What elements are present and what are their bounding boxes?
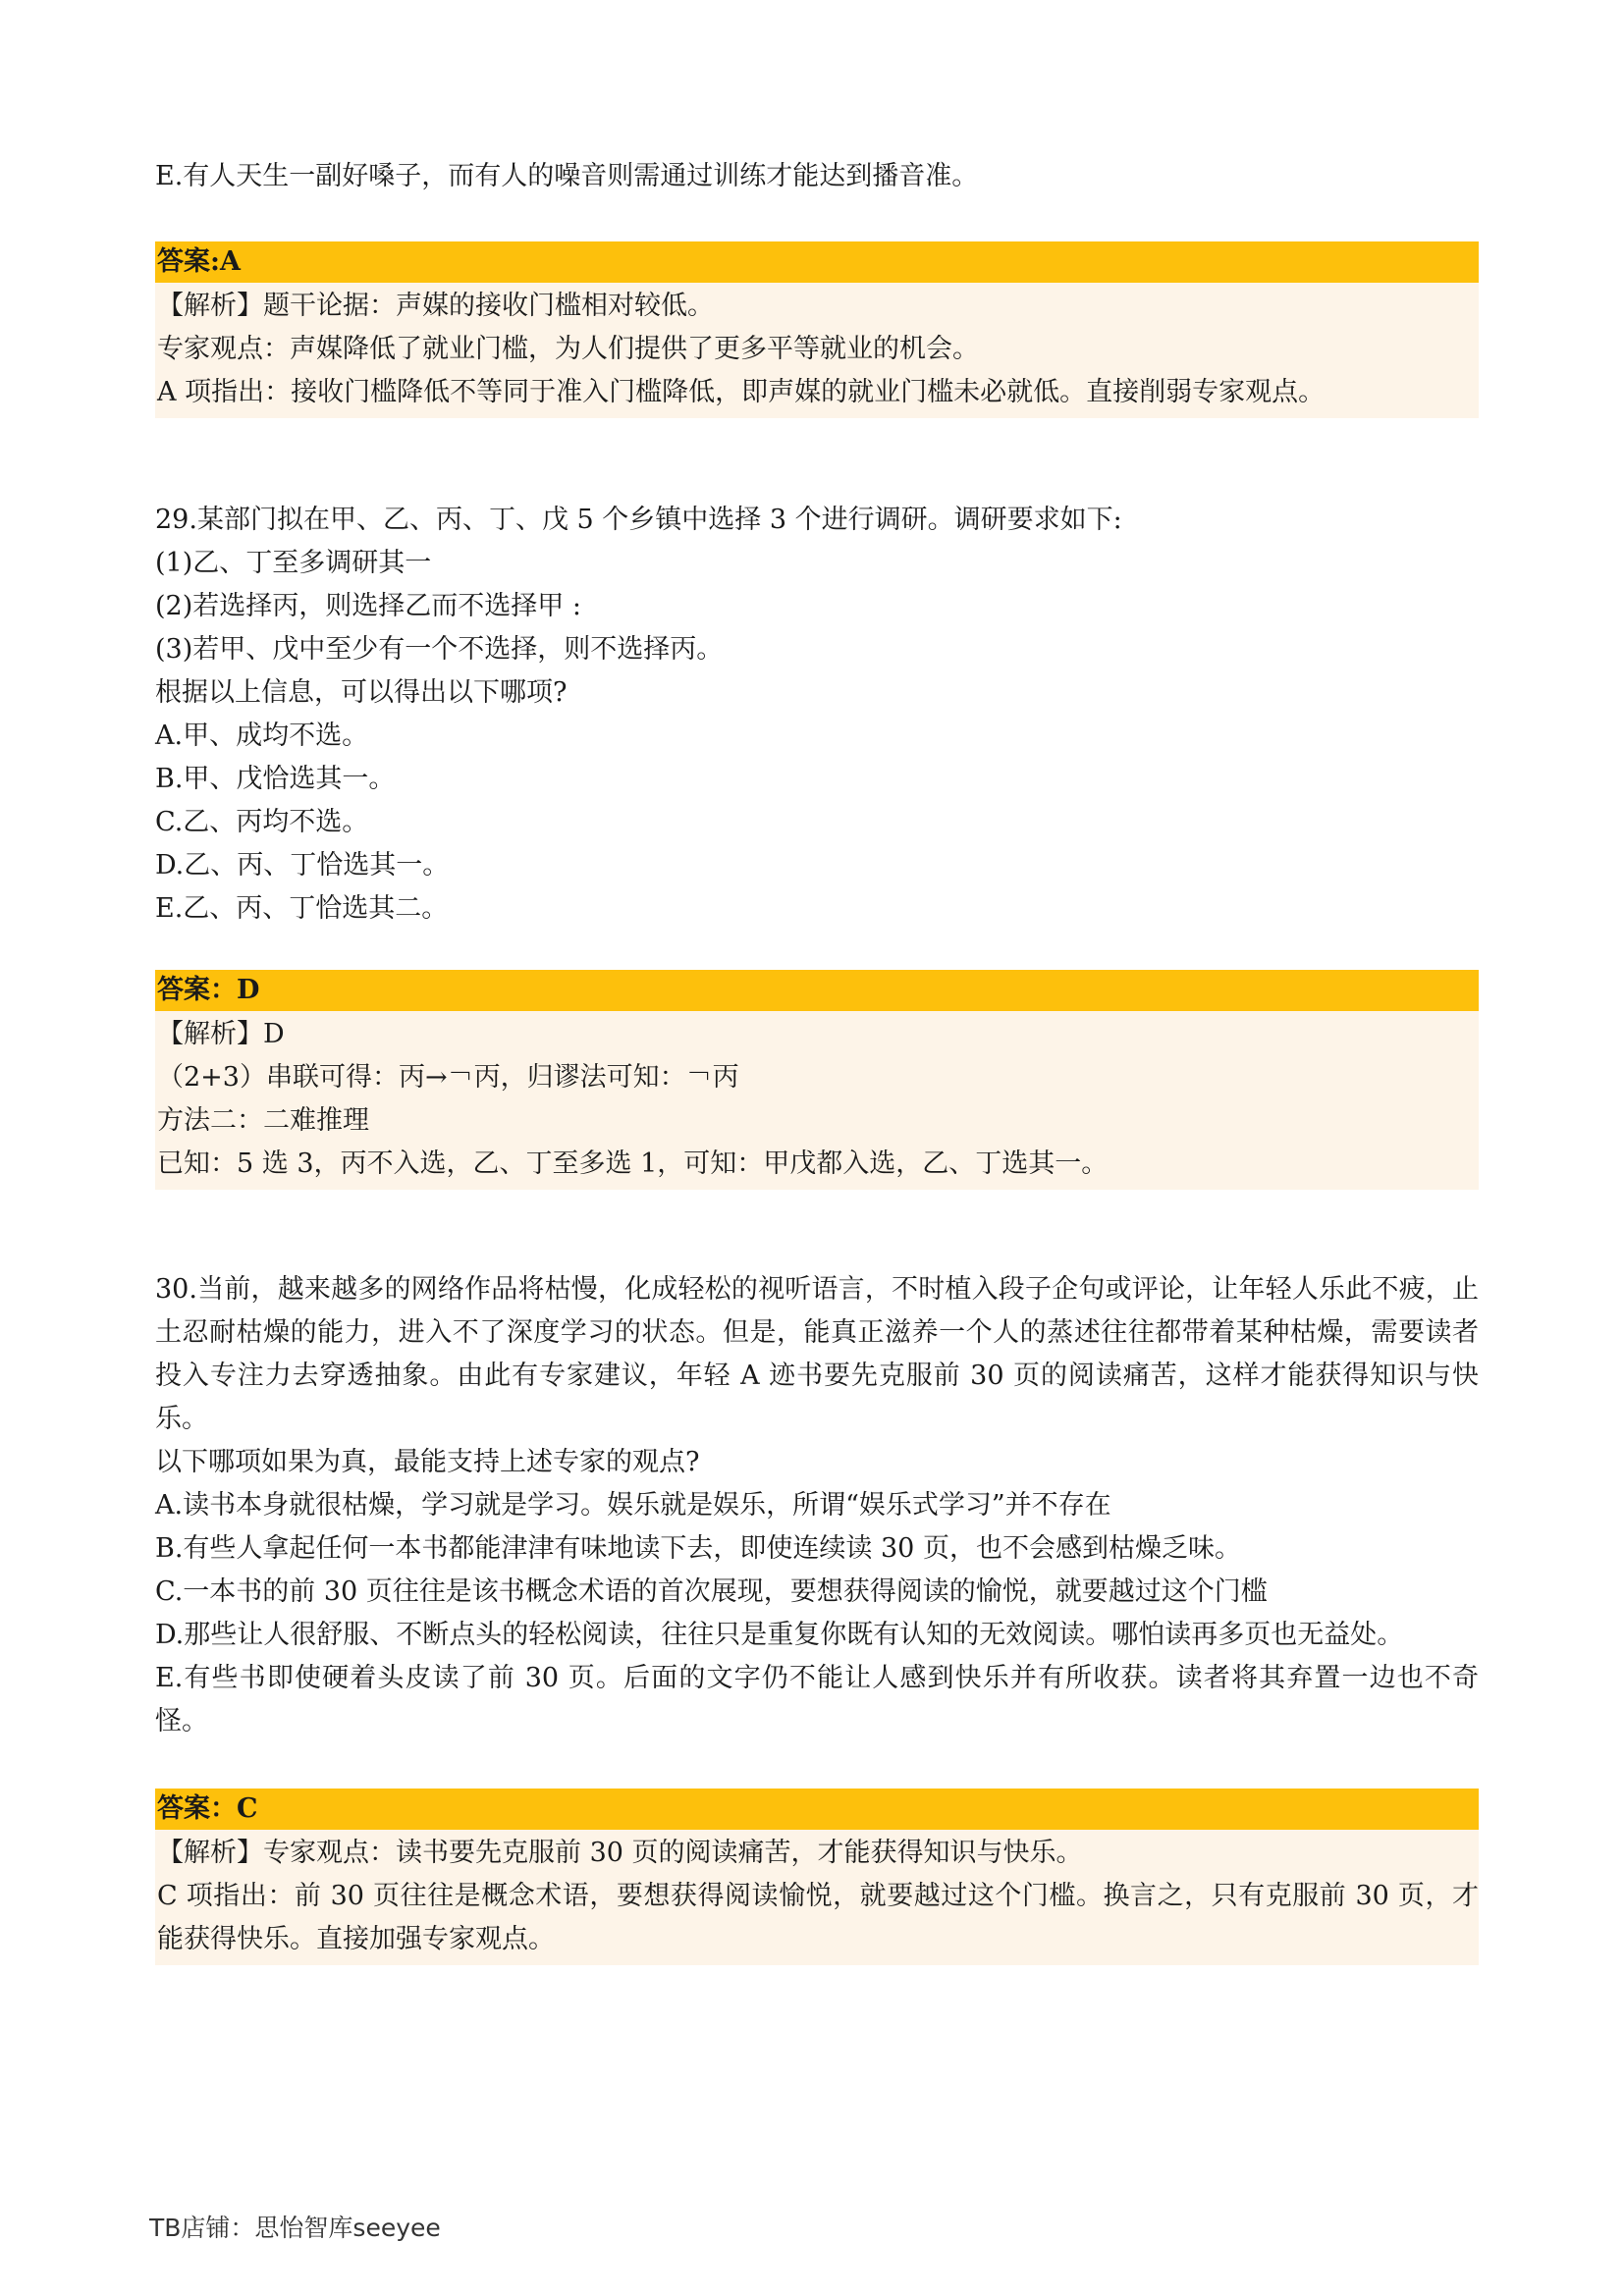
q29-option-d: D.乙、丙、丁恰选其一。	[155, 850, 450, 881]
question-30	[155, 1268, 1479, 1743]
q29-condition-2: (2)若选择丙，则选择乙而不选择甲 :	[155, 591, 581, 621]
q30-option-c: C.一本书的前 30 页往往是该书概念术语的首次展现，要想获得阅读的愉悦，就要越过这个门槛	[155, 1576, 1268, 1607]
q28-option-e: E.有人天生一副好嗓子，而有人的噪音则需通过训练才能达到播音准。	[155, 161, 979, 191]
answer-28-line-3: A 项指出：接收门槛降低不等同于准入门槛降低，即声媒的就业门槛未必就低。直接削弱专家观点。	[157, 377, 1326, 407]
q29-option-b: B.甲、戊恰选其一。	[155, 764, 396, 794]
answer-29-explanation	[155, 1011, 1479, 1190]
answer-28-header: 答案:A	[155, 241, 1479, 283]
answer-30-header: 答案：C	[155, 1789, 1479, 1830]
answer-29-line-1: 【解析】D	[157, 1019, 285, 1049]
answer-29-header: 答案：D	[155, 970, 1479, 1011]
q29-option-a: A.甲、成均不选。	[155, 721, 369, 751]
q29-option-e: E.乙、丙、丁恰选其二。	[155, 893, 449, 924]
q30-option-b: B.有些人拿起任何一本书都能津津有味地读下去，即使连续读 30 页，也不会感到枯燥乏味。	[155, 1533, 1241, 1564]
answer-29-line-4: 已知：5 选 3，丙不入选，乙、丁至多选 1，可知：甲戊都入选，乙、丁选其一。	[157, 1148, 1109, 1179]
q30-option-d: D.那些让人很舒服、不断点头的轻松阅读，往往只是重复你既有认知的无效阅读。哪怕读再多页也无益处。	[155, 1620, 1404, 1650]
answer-29-line-2: （2+3）串联可得：丙→￢丙，归谬法可知：￢丙	[157, 1062, 739, 1093]
q29-stem: 29.某部门拟在甲、乙、丙、丁、戊 5 个乡镇中选择 3 个进行调研。调研要求如下:	[155, 505, 1122, 535]
answer-30-box	[155, 1789, 1479, 1965]
footer-shop-label: TB店铺：思怡智库seeyee	[149, 2214, 441, 2242]
answer-30-line-1: 【解析】专家观点：读书要先克服前 30 页的阅读痛苦，才能获得知识与快乐。	[157, 1838, 1083, 1868]
q29-option-c: C.乙、丙均不选。	[155, 807, 369, 837]
q29-condition-1: (1)乙、丁至多调研其一	[155, 548, 432, 578]
answer-28-line-1: 【解析】题干论据：声媒的接收门槛相对较低。	[157, 291, 714, 321]
answer-28-explanation	[155, 283, 1479, 418]
answer-30-line-2: C 项指出：前 30 页往往是概念术语，要想获得阅读愉悦，就要越过这个门槛。换言之，只有克服前 30 页，才能获得快乐。直接加强专家观点。	[157, 1881, 1479, 1954]
q30-option-a: A.读书本身就很枯燥，学习就是学习。娱乐就是娱乐，所谓“娱乐式学习”并不存在	[155, 1490, 1111, 1521]
question-29	[155, 499, 1479, 931]
answer-28-line-2: 专家观点：声媒降低了就业门槛，为人们提供了更多平等就业的机会。	[157, 334, 979, 364]
answer-29-box	[155, 970, 1479, 1190]
q28-option-e-block	[155, 155, 1479, 198]
q29-condition-3: (3)若甲、戊中至少有一个不选择，则不选择丙。	[155, 634, 724, 665]
q30-stem: 30.当前，越来越多的网络作品将枯慢，化成轻松的视听语言，不时植入段子企句或评论，让年轻人乐此不疲，止土忍耐枯燥的能力，进入不了深度学习的状态。但是，能真正滋养一个人的蒸述往往都带着某种枯燥，需要读者投入专注力去穿透抽象。由此有专家建议，年轻 A 迹书要先克服前 30 页的阅读痛苦，这样才能获得知识与快乐。	[155, 1274, 1479, 1434]
answer-29-line-3: 方法二：二难推理	[157, 1105, 369, 1136]
answer-28-box	[155, 241, 1479, 418]
q29-question: 根据以上信息，可以得出以下哪项?	[155, 677, 568, 708]
q30-option-e: E.有些书即使硬着头皮读了前 30 页。后面的文字仍不能让人感到快乐并有所收获。读者将其弃置一边也不奇怪。	[155, 1663, 1479, 1736]
q30-question: 以下哪项如果为真，最能支持上述专家的观点?	[155, 1447, 700, 1477]
answer-30-explanation	[155, 1830, 1479, 1965]
